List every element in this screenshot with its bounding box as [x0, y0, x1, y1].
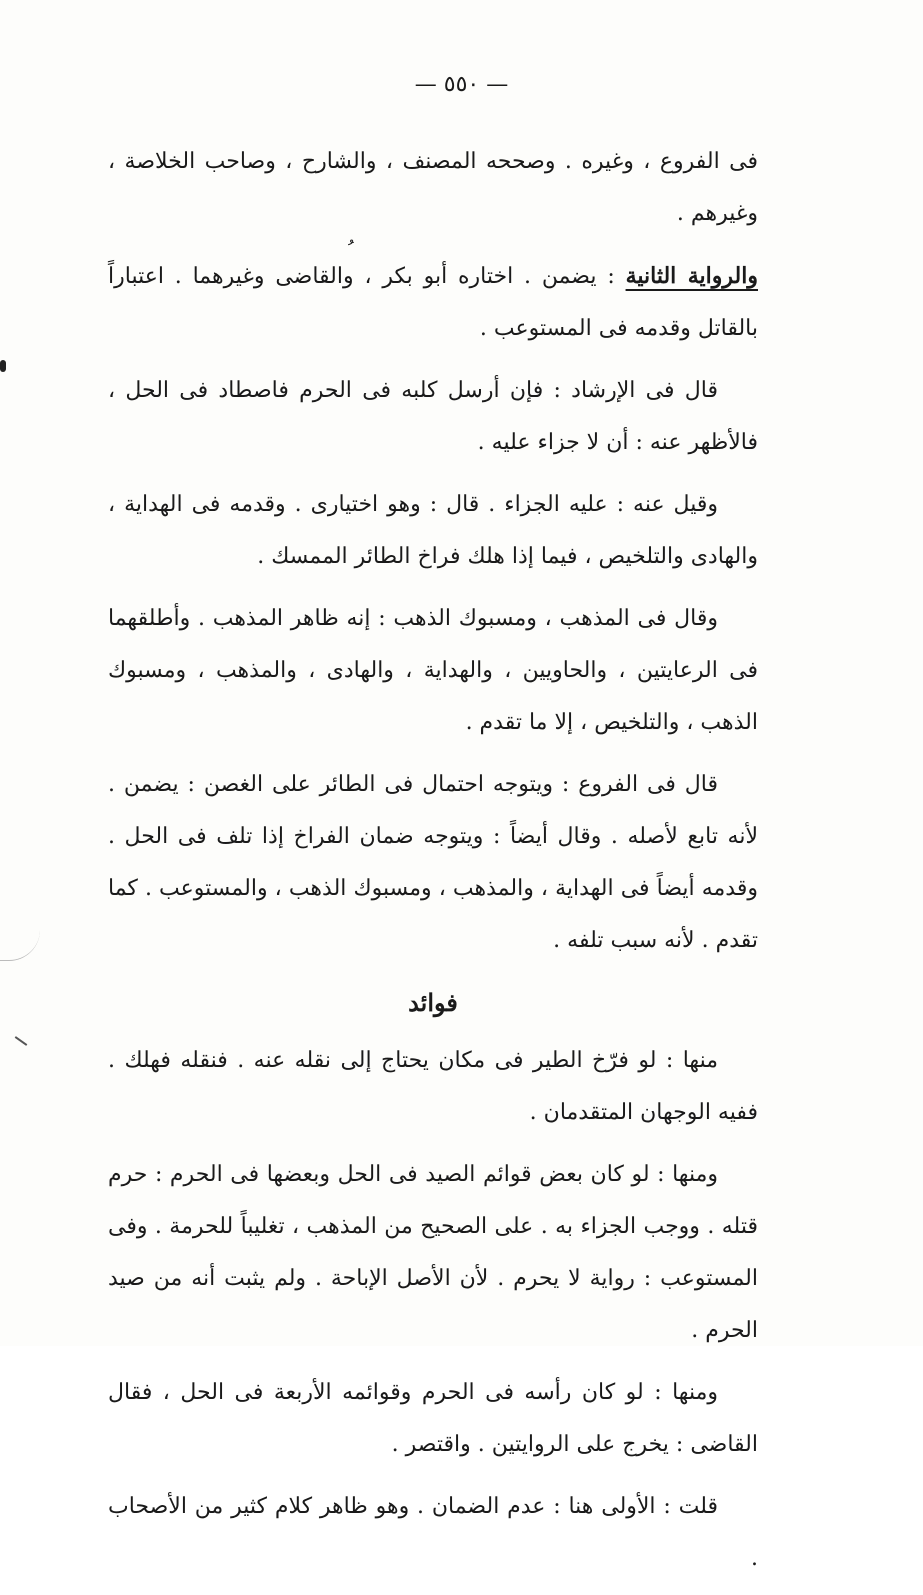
- handwritten-mark-icon: ﹸ: [348, 238, 354, 262]
- benefit-3: ومنها : لو كان رأسه فى الحرم وقوائمه الأربعة فى الحل ، فقال القاضى : يخرج على الروايتين . واقتصر .: [108, 1380, 758, 1457]
- paragraph-4: وقيل عنه : عليه الجزاء . قال : وهو اختيارى . وقدمه فى الهداية ، والهادى والتلخيص ، فيما إذا هلك فراخ الطائر الممسك .: [108, 492, 758, 569]
- margin-ink-dot: [0, 360, 6, 372]
- paragraph-6: قال فى الفروع : ويتوجه احتمال فى الطائر على الغصن : يضمن . لأنه تابع لأصله . وقال أيضاً : ويتوجه ضمان الفراخ إذا تلف فى الحل . وقدمه أيضاً فى الهداية ، والمذهب ، ومسبوك الذهب ، والمستوعب . كما تقدم . لأنه سبب تلفه .: [108, 772, 759, 953]
- benefit-2: ومنها : لو كان بعض قوائم الصيد فى الحل وبعضها فى الحرم : حرم قتله . ووجب الجزاء به . على الصحيح من المذهب ، تغليباً للحرمة . وفى المستوعب : رواية لا يحرم . لأن الأصل الإباحة . ولم يثبت أنه من صيد الحرم .: [108, 1162, 758, 1343]
- paragraph-2: والرواية الثانية : يضمن . اختاره أبو بكر ، والقاضى وغيرهما . اعتباراً بالقاتل وقدمه فى المستوعب .: [108, 263, 758, 341]
- paragraph-3: قال فى الإرشاد : فإن أرسل كلبه فى الحرم فاصطاد فى الحل ، فالأظهر عنه : أن لا جزاء عليه .: [108, 378, 758, 455]
- section-heading: فوائد: [408, 988, 458, 1017]
- paragraph-2-lead: والرواية الثانية: [625, 263, 758, 289]
- scan-artifact-curve: [0, 930, 40, 961]
- benefit-4: قلت : الأولى هنا : عدم الضمان . وهو ظاهر كلام كثير من الأصحاب .: [108, 1494, 758, 1571]
- paragraph-5: وقال فى المذهب ، ومسبوك الذهب : إنه ظاهر المذهب . وأطلقهما فى الرعايتين ، والحاويين ، والهداية ، والهادى ، والمذهب ، ومسبوك الذهب ، والتلخيص ، إلا ما تقدم .: [108, 606, 758, 735]
- benefit-1: منها : لو فرّخ الطير فى مكان يحتاج إلى نقله عنه . فنقله فهلك . ففيه الوجهان المتقدمان .: [108, 1048, 758, 1125]
- scan-artifact-tick: [15, 1036, 28, 1046]
- main-text: [108, 136, 758, 1595]
- page-number: — ٥٥٠ —: [414, 72, 509, 97]
- paragraph-1: فى الفروع ، وغيره . وصححه المصنف ، والشارح ، وصاحب الخلاصة ، وغيرهم .: [108, 149, 758, 226]
